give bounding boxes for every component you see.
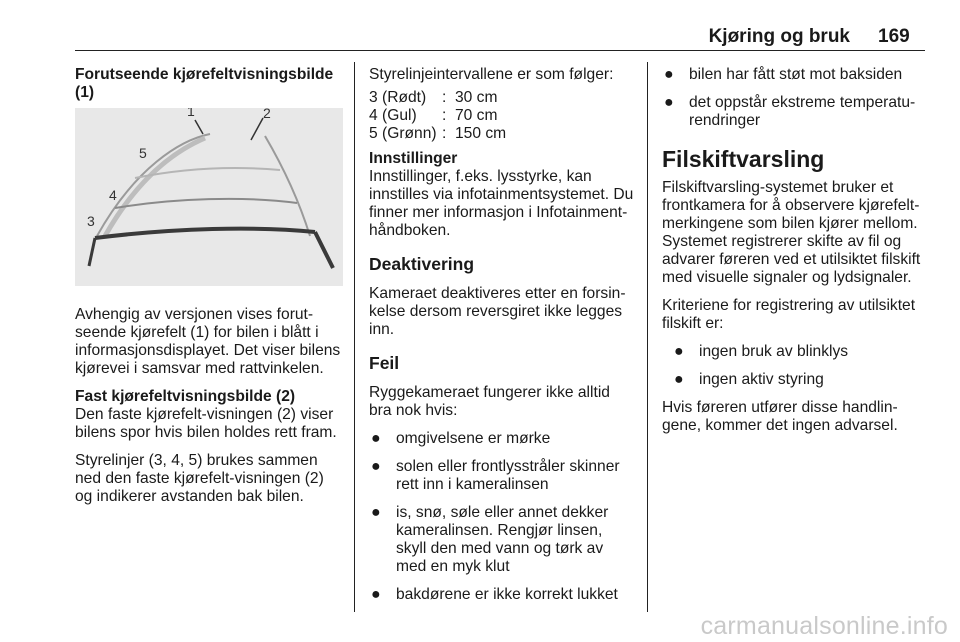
bullet-icon: ● xyxy=(674,343,684,360)
header-rule xyxy=(75,50,925,51)
interval-label: 5 (Grønn) xyxy=(369,125,437,142)
label-5: 5 xyxy=(139,145,147,161)
interval-sep: : xyxy=(442,89,447,106)
list-item xyxy=(662,371,928,389)
interval-row xyxy=(369,125,506,143)
bullet-icon: ● xyxy=(371,458,381,475)
fault-heading: Feil xyxy=(369,353,400,373)
label-4: 4 xyxy=(109,187,117,203)
label-3: 3 xyxy=(87,213,95,229)
list-item-text: bakdørene er ikke korrekt lukket xyxy=(396,586,618,603)
criteria-intro: Kriteriene for registrering av utilsiktet filskift er: xyxy=(662,297,916,332)
bullet-icon: ● xyxy=(664,94,674,111)
list-item xyxy=(369,458,635,494)
list-item-text: det oppstår ekstreme temperaturendringer xyxy=(689,94,916,129)
bullet-icon: ● xyxy=(371,430,381,447)
column-3 xyxy=(662,66,928,445)
settings-text: Innstillinger, f.eks. lysstyrke, kan innstilles via infotainmentsystemet. Du finner mer informasjon i Infotainment-håndboken. xyxy=(369,168,634,239)
label-2: 2 xyxy=(263,108,271,121)
list-item xyxy=(662,94,928,130)
list-item xyxy=(369,586,635,604)
predictive-lane-heading: Forutseende kjørefeltvisningsbilde (1) xyxy=(75,66,334,101)
label-1: 1 xyxy=(187,108,195,119)
bullet-icon: ● xyxy=(371,504,381,521)
camera-guide-lines-figure xyxy=(75,108,343,286)
list-item-text: omgivelsene er mørke xyxy=(396,430,551,447)
deactivation-text: Kameraet deaktiveres etter en forsinkelse dersom reversgiret ikke legges inn. xyxy=(369,285,626,338)
settings-heading: Innstillinger xyxy=(369,150,458,167)
fault-intro: Ryggekameraet fungerer ikke alltid bra nok hvis: xyxy=(369,384,610,419)
bullet-icon: ● xyxy=(664,66,674,83)
bullet-icon: ● xyxy=(371,586,381,603)
list-item-text: is, snø, søle eller annet dekker kameralinsen. Rengjør linsen, skyll den med vann og tørk av med en myk klut xyxy=(396,504,609,575)
predictive-lane-text: Avhengig av versjonen vises forutseende kjørefelt (1) for bilen i blått i informasjonsdisplayet. Det viser bilens kjørevei i samsvar med rattvinkelen. xyxy=(75,306,341,377)
intervals-table xyxy=(369,89,506,143)
interval-sep: : xyxy=(442,125,447,142)
bullet-icon: ● xyxy=(674,371,684,388)
interval-label: 3 (Rødt) xyxy=(369,89,427,106)
interval-value: 150 cm xyxy=(455,125,507,142)
page-header xyxy=(0,0,960,52)
interval-label: 4 (Gul) xyxy=(369,107,417,124)
column-1 xyxy=(75,66,343,516)
lane-departure-text: Filskiftvarsling-systemet bruker et frontkamera for å observere kjørefeltmerkingene som bilen kjører mellom. Systemet registrerer skifte av fil og advarer føreren ved et utilsiktet filskift med visuelle signaler og lydsignaler. xyxy=(662,179,921,286)
guide-lines-illustration xyxy=(75,108,343,286)
interval-sep: : xyxy=(442,107,447,124)
list-item-text: solen eller frontlysstråler skinner rett inn i kameralinsen xyxy=(396,458,620,493)
interval-row xyxy=(369,89,506,107)
guide-lines-text: Styrelinjer (3, 4, 5) brukes sammen ned den faste kjørefelt-visningen (2) og indikerer avstanden bak bilen. xyxy=(75,452,324,505)
column-divider-1 xyxy=(354,62,355,612)
watermark-text: carmanualsonline.info xyxy=(700,612,948,640)
list-item xyxy=(662,66,928,84)
list-item xyxy=(369,504,635,576)
page-number: 169 xyxy=(878,26,910,47)
column-2 xyxy=(369,66,635,614)
lane-departure-heading: Filskiftvarsling xyxy=(662,146,825,172)
list-item-text: bilen har fått støt mot baksiden xyxy=(689,66,903,83)
list-item-text: ingen aktiv styring xyxy=(699,371,824,388)
interval-value: 70 cm xyxy=(455,107,498,124)
fixed-lane-heading: Fast kjørefeltvisningsbilde (2) xyxy=(75,388,296,405)
interval-value: 30 cm xyxy=(455,89,498,106)
list-item-text: ingen bruk av blinklys xyxy=(699,343,849,360)
deactivation-heading: Deaktivering xyxy=(369,254,475,274)
column-divider-2 xyxy=(647,62,648,612)
section-title: Kjøring og bruk xyxy=(708,26,850,47)
no-warning-text: Hvis føreren utfører disse handlingene, kommer det ingen advarsel. xyxy=(662,399,898,434)
fixed-lane-text: Den faste kjørefelt-visningen (2) viser bilens spor hvis bilen holdes rett fram. xyxy=(75,406,337,441)
interval-row xyxy=(369,107,506,125)
list-item xyxy=(662,343,928,361)
list-item xyxy=(369,430,635,448)
intervals-intro: Styrelinjeintervallene er som følger: xyxy=(369,66,614,83)
